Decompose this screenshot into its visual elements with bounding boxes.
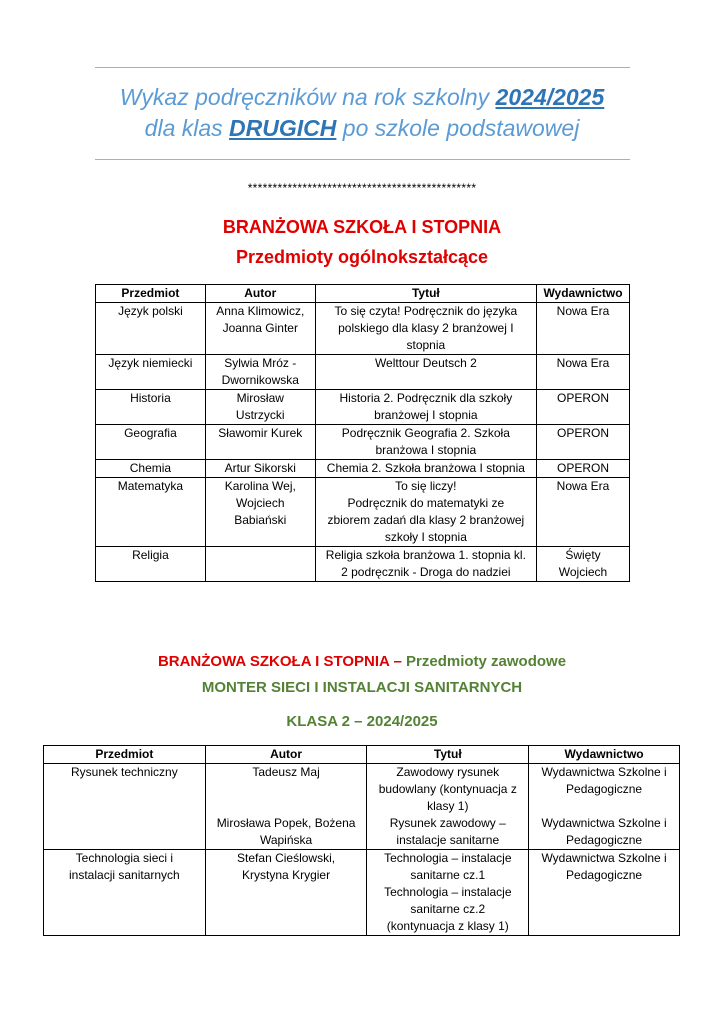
author-cell: [205, 425, 315, 460]
author-cell-line: Stefan Cieślowski,: [237, 851, 336, 865]
title-cell-line: Podręcznik Geografia 2. Szkoła: [341, 426, 510, 440]
title-cell-line: sanitarne cz.2: [410, 902, 486, 916]
author-cell-line: Karolina Wej,: [224, 479, 296, 493]
table-row: [96, 478, 630, 547]
title-cell-line: branżowej I stopnia: [374, 408, 478, 422]
table-row: [96, 425, 630, 460]
publisher-cell-line: OPERON: [556, 391, 609, 405]
bottom-rule: [95, 159, 630, 160]
title-cell-line: Religia szkoła branżowa 1. stopnia kl.: [325, 548, 526, 562]
subject-cell: [96, 355, 206, 390]
subject-cell: [96, 460, 206, 478]
author-cell-line: [210, 798, 363, 815]
general-table-column-header-line: Wydawnictwo: [543, 286, 623, 300]
vocational-table-column-header-line: Przedmiot: [95, 747, 154, 761]
vocational-table-header-row: [44, 746, 680, 764]
author-cell-line: Wapińska: [259, 833, 313, 847]
publisher-cell: [537, 547, 630, 582]
publisher-cell: [537, 425, 630, 460]
author-cell-line: Mirosław: [236, 391, 284, 405]
title-cell-line: branżowa I stopnia: [375, 443, 477, 457]
publisher-cell: [537, 390, 630, 425]
author-cell-line: Mirosława Popek, Bożena: [216, 816, 356, 830]
author-cell: [205, 547, 315, 582]
title-cell-line: Chemia 2. Szkoła branżowa I stopnia: [326, 461, 525, 475]
table-row: [96, 460, 630, 478]
subject-cell: [44, 764, 206, 850]
section1-subtitle: Przedmioty ogólnokształcące: [235, 247, 489, 267]
subject-cell-line: Geografia: [124, 426, 177, 440]
table-row: [96, 390, 630, 425]
subject-cell-line: Rysunek techniczny: [71, 765, 178, 779]
subject-cell: [96, 425, 206, 460]
publisher-cell-line: OPERON: [556, 461, 609, 475]
subject-cell-line: Technologia sieci i: [75, 851, 174, 865]
table-row: [96, 547, 630, 582]
general-table-header-row: [96, 285, 630, 303]
publisher-cell-line: Wydawnictwa Szkolne i: [541, 851, 667, 865]
subject-cell: [44, 850, 206, 936]
author-cell-line: Ustrzycki: [235, 408, 285, 422]
title-cell-line: To się czyta! Podręcznik do języka: [334, 304, 518, 318]
profession-title: MONTER SIECI I INSTALACJI SANITARNYCH: [201, 679, 523, 696]
author-cell: [205, 460, 315, 478]
section1-title: BRANŻOWA SZKOŁA I STOPNIA: [222, 217, 502, 237]
section2-title: [0, 651, 724, 673]
title-cell-line: szkoły I stopnia: [384, 530, 467, 544]
vocational-subjects-table: [43, 745, 680, 936]
publisher-cell-line: Wydawnictwa Szkolne i: [541, 765, 667, 779]
author-cell: [205, 355, 315, 390]
author-cell: [205, 764, 367, 850]
general-table-column-header-line: Tytuł: [411, 286, 440, 300]
vocational-table-column-header-line: Tytuł: [433, 747, 462, 761]
title-cell-line: Rysunek zawodowy –: [389, 816, 506, 830]
title-cell-line: 2 podręcznik - Droga do nadziei: [341, 565, 511, 579]
section2-title-red: BRANŻOWA SZKOŁA I STOPNIA –: [157, 653, 407, 670]
title-cell: [315, 425, 536, 460]
table-row: [96, 303, 630, 355]
title-cell-line: stopnia: [406, 338, 446, 352]
title-cell-line: Zawodowy rysunek: [396, 765, 500, 779]
publisher-cell: [537, 460, 630, 478]
publisher-cell-line: [533, 798, 675, 815]
vocational-table-column-header-line: Autor: [270, 747, 303, 761]
general-table-column-header-line: Autor: [244, 286, 277, 300]
table-row: [96, 355, 630, 390]
title-cell-line: zbiorem zadań dla klasy 2 branżowej: [327, 513, 525, 527]
publisher-cell: [537, 478, 630, 547]
author-cell-line: [210, 781, 363, 798]
vocational-table-column-header: [205, 746, 367, 764]
title-cell-line: sanitarne cz.1: [410, 868, 486, 882]
title-cell-line: Podręcznik do matematyki ze: [347, 496, 505, 510]
general-table-column-header-line: Przedmiot: [121, 286, 180, 300]
document-header: [60, 82, 664, 144]
author-cell-line: Dwornikowska: [221, 373, 299, 387]
general-table-column-header: [537, 285, 630, 303]
general-subjects-table: [95, 284, 630, 582]
subject-cell-line: Język niemiecki: [108, 356, 193, 370]
top-rule: [95, 67, 630, 68]
general-table-column-header: [315, 285, 536, 303]
table-row: [44, 850, 680, 936]
publisher-cell-line: Pedagogiczne: [566, 833, 643, 847]
author-cell: [205, 390, 315, 425]
author-cell-line: Joanna Ginter: [222, 321, 298, 335]
title-cell: [315, 460, 536, 478]
title-cell: [315, 303, 536, 355]
section2-title-green: Przedmioty zawodowe: [406, 653, 567, 670]
title-cell: [367, 764, 529, 850]
vocational-table-column-header-line: Wydawnictwo: [564, 747, 644, 761]
title-cell: [367, 850, 529, 936]
author-cell-line: Sylwia Mróz -: [224, 356, 297, 370]
author-cell: [205, 478, 315, 547]
separator: **********************************************: [247, 181, 477, 195]
subject-cell-line: Historia: [130, 391, 171, 405]
vocational-table-column-header: [367, 746, 529, 764]
publisher-cell-line: Nowa Era: [556, 356, 610, 370]
author-cell: [205, 303, 315, 355]
title-cell-line: Historia 2. Podręcznik dla szkoły: [339, 391, 513, 405]
publisher-cell-line: Wojciech: [558, 565, 608, 579]
title-cell-line: budowlany (kontynuacja z: [378, 782, 517, 796]
author-cell-line: Anna Klimowicz,: [216, 304, 305, 318]
author-cell-line: Tadeusz Maj: [252, 765, 320, 779]
publisher-cell: [537, 303, 630, 355]
publisher-cell: [529, 764, 680, 850]
author-cell-line: Wojciech: [236, 496, 285, 510]
title-cell: [315, 478, 536, 547]
subject-cell-line: Język polski: [118, 304, 183, 318]
title-cell-line: klasy 1): [427, 799, 469, 813]
publisher-cell-line: Pedagogiczne: [566, 782, 643, 796]
title-cell-line: instalacje sanitarne: [396, 833, 500, 847]
general-table-column-header: [96, 285, 206, 303]
header-line-2: dla klas DRUGICH po szkole podstawowej: [144, 115, 580, 141]
title-cell-line: (kontynuacja z klasy 1): [386, 919, 509, 933]
header-line-1: Wykaz podręczników na rok szkolny 2024/2025: [119, 84, 605, 110]
subject-cell-line: Religia: [132, 548, 169, 562]
author-cell-line: Sławomir Kurek: [218, 426, 303, 440]
publisher-cell-line: Wydawnictwa Szkolne i: [541, 816, 667, 830]
table-row: [44, 764, 680, 850]
subject-cell-line: Chemia: [129, 461, 172, 475]
subject-cell: [96, 390, 206, 425]
vocational-table-column-header: [529, 746, 680, 764]
title-cell: [315, 390, 536, 425]
title-cell: [315, 547, 536, 582]
title-cell-line: Technologia – instalacje: [384, 851, 512, 865]
subject-cell: [96, 303, 206, 355]
subject-cell-line: instalacji sanitarnych: [69, 868, 180, 882]
author-cell: [205, 850, 367, 936]
publisher-cell-line: OPERON: [556, 426, 609, 440]
publisher-cell: [537, 355, 630, 390]
title-cell-line: Technologia – instalacje: [384, 885, 512, 899]
author-cell-line: Krystyna Krygier: [242, 868, 331, 882]
publisher-cell-line: Nowa Era: [556, 479, 610, 493]
vocational-table-column-header: [44, 746, 206, 764]
subject-cell: [96, 478, 206, 547]
school-year: 2024/2025: [495, 84, 605, 110]
class-label: KLASA 2 – 2024/2025: [286, 713, 438, 730]
publisher-cell: [529, 850, 680, 936]
class-name: DRUGICH: [229, 115, 337, 141]
publisher-cell-line: Nowa Era: [556, 304, 610, 318]
publisher-cell-line: Święty: [565, 548, 601, 562]
publisher-cell-line: Pedagogiczne: [566, 868, 643, 882]
author-cell-line: Babiański: [234, 513, 287, 527]
title-cell-line: Welttour Deutsch 2: [374, 356, 477, 370]
title-cell-line: To się liczy!: [395, 479, 457, 493]
subject-cell-line: Matematyka: [117, 479, 184, 493]
title-cell-line: polskiego dla klasy 2 branżowej I: [338, 321, 514, 335]
subject-cell: [96, 547, 206, 582]
title-cell: [315, 355, 536, 390]
general-table-column-header: [205, 285, 315, 303]
author-cell-line: Artur Sikorski: [224, 461, 296, 475]
